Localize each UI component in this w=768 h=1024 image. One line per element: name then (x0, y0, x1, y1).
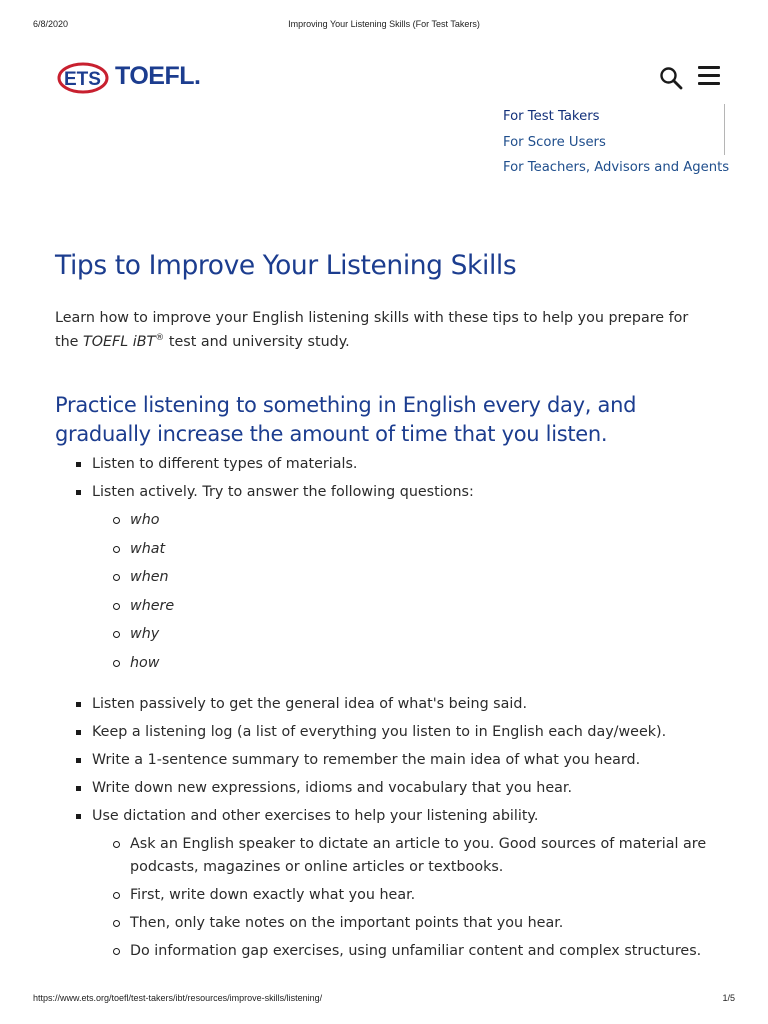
nav-link-test-takers[interactable]: For Test Takers (503, 104, 725, 130)
print-footer (33, 993, 735, 1005)
intro-text-start: Learn how to improve your English listening skills with these tips to help you prepare for the (55, 310, 689, 350)
page-title: Tips to Improve Your Listening Skills (55, 250, 517, 281)
list-item: Listen passively to get the general idea of what's being said. (92, 693, 722, 716)
list-item: why (130, 623, 722, 646)
print-document-title: Improving Your Listening Skills (For Test Takers) (288, 19, 480, 29)
hamburger-menu-icon[interactable] (698, 66, 720, 86)
list-item: Then, only take notes on the important points that you hear. (130, 912, 720, 935)
list-item: Do information gap exercises, using unfamiliar content and complex structures. (130, 940, 720, 963)
list-item: Write a 1-sentence summary to remember the main idea of what you heard. (92, 749, 722, 772)
intro-paragraph (55, 306, 715, 354)
search-icon[interactable] (659, 66, 683, 90)
intro-text-end: test and university study. (164, 334, 350, 350)
print-date: 6/8/2020 (33, 19, 69, 29)
section-heading: Practice listening to something in English every day, and gradually increase the amount of time that you listen. (55, 393, 637, 446)
list-item: how (130, 652, 722, 675)
toefl-wordmark: TOEFL. (115, 62, 201, 90)
print-header (33, 19, 735, 31)
questions-list (130, 509, 722, 675)
ets-toefl-logo[interactable] (56, 58, 236, 98)
list-item: Listen to different types of materials. (92, 453, 722, 476)
list-item: Use dictation and other exercises to help your listening ability. Ask an English speaker to dictate an article to you. Good sources of material are podcasts, magazines or online articles or textbooks. First, write down exactly what you hear. Then, only take notes on the important points that you hear. Do information gap exercises, using unfamiliar content and complex structures. (92, 805, 722, 963)
list-item: Ask an English speaker to dictate an article to you. Good sources of material are podcasts, magazines or online articles or textbooks. (130, 833, 720, 879)
list-item: Keep a listening log (a list of everything you listen to in English each day/week). (92, 721, 722, 744)
print-url: https://www.ets.org/toefl/test-takers/ibt/resources/improve-skills/listening/ (33, 993, 323, 1003)
svg-text:ETS: ETS (64, 69, 101, 90)
list-item: Listen actively. Try to answer the following questions: who what when where why how (92, 481, 722, 675)
list-item: Write down new expressions, idioms and vocabulary that you hear. (92, 777, 722, 800)
list-item: who (130, 509, 722, 532)
audience-nav (503, 104, 730, 181)
list-item: First, write down exactly what you hear. (130, 884, 720, 907)
print-page-number: 1/5 (722, 993, 735, 1003)
nav-link-teachers-advisors-agents[interactable]: For Teachers, Advisors and Agents (503, 160, 730, 175)
list-item: where (130, 595, 722, 618)
tips-list (92, 453, 722, 968)
list-item: when (130, 566, 722, 589)
ets-logo-icon (56, 58, 110, 96)
nav-link-score-users[interactable]: For Score Users (503, 130, 725, 156)
registered-mark: ® (155, 333, 165, 343)
list-item: what (130, 538, 722, 561)
intro-product-name: TOEFL iBT (83, 334, 156, 350)
exercises-list (130, 833, 722, 963)
